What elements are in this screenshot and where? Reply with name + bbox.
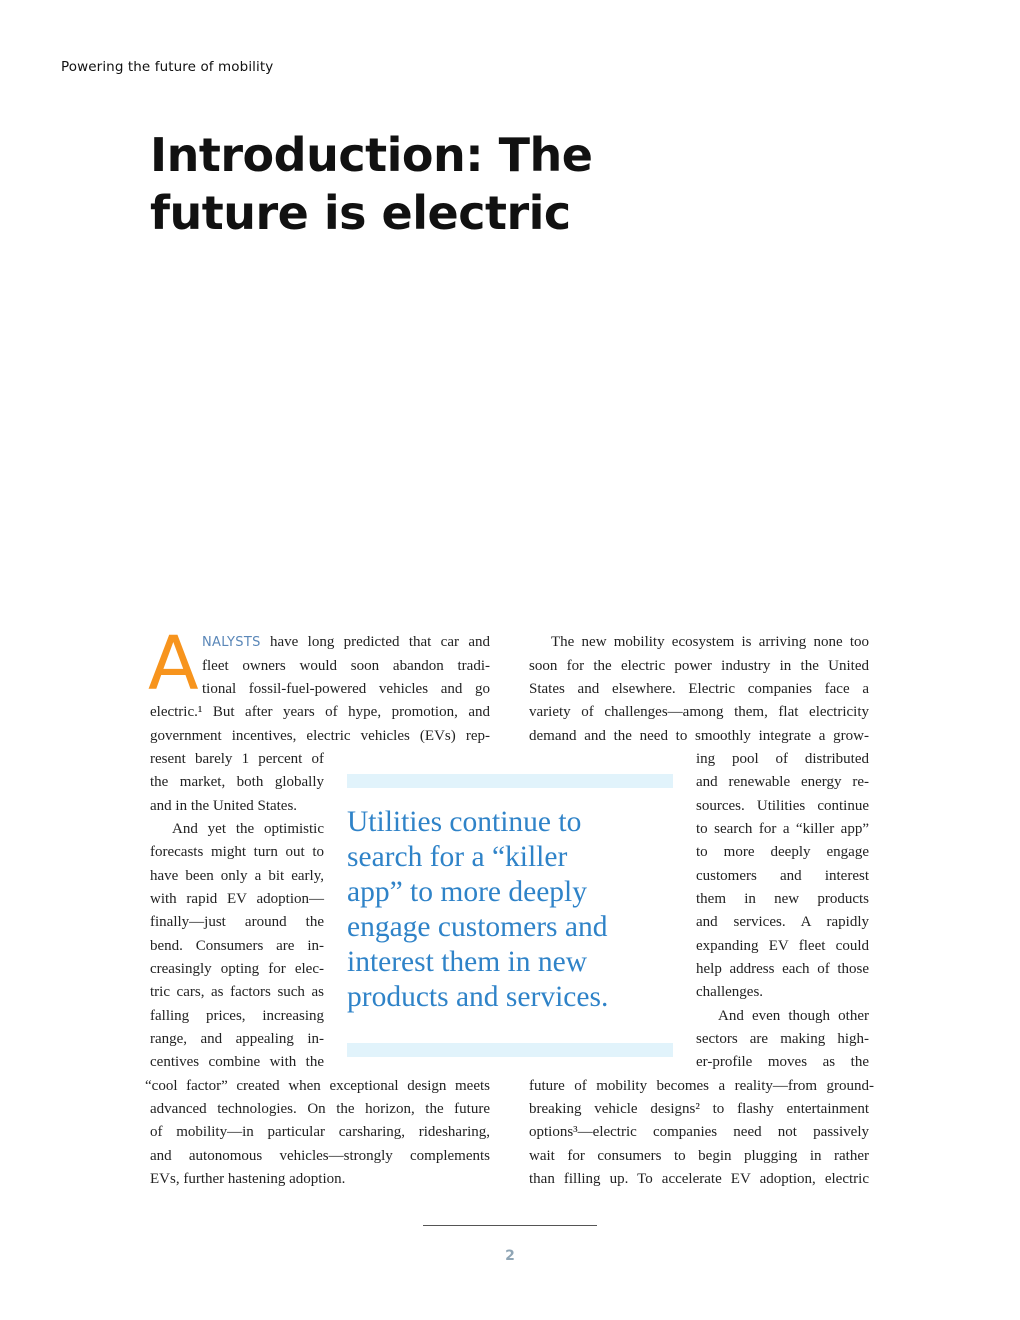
- body-line: advanced technologies. On the horizon, the future: [150, 1101, 490, 1117]
- body-line: States and elsewhere. Electric companies face a: [529, 681, 869, 697]
- pull-quote-line: search for a “killer: [347, 841, 568, 873]
- body-line: “cool factor” created when exceptional design meets: [145, 1078, 490, 1094]
- body-line: electric.¹ But after years of hype, promotion, and: [150, 704, 490, 720]
- page-title: [150, 126, 620, 242]
- body-line: challenges.: [696, 984, 764, 1000]
- body-line: government incentives, electric vehicles (EVs) rep-: [150, 728, 490, 744]
- body-line: [202, 631, 490, 654]
- body-line: tric cars, as factors such as: [150, 984, 324, 1000]
- body-line: than filling up. To accelerate EV adoption, electric: [529, 1171, 869, 1187]
- body-line: to more deeply engage: [696, 844, 869, 860]
- body-line: the market, both globally: [150, 774, 324, 790]
- body-line: forecasts might turn out to: [150, 844, 324, 860]
- body-line: to search for a “killer app”: [696, 821, 869, 837]
- body-line: And even though other: [718, 1008, 869, 1024]
- page-number: 2: [505, 1248, 515, 1264]
- body-line: resent barely 1 percent of: [150, 751, 324, 767]
- body-line: wait for consumers to begin plugging in rather: [529, 1148, 869, 1164]
- body-line: future of mobility becomes a reality—from ground-: [529, 1078, 874, 1094]
- body-line: have been only a bit early,: [150, 868, 324, 884]
- body-line: and renewable energy re-: [696, 774, 869, 790]
- body-line: falling prices, increasing: [150, 1008, 324, 1024]
- body-line: tional fossil-fuel-powered vehicles and go: [202, 681, 490, 697]
- body-line: fleet owners would soon abandon tradi-: [202, 658, 490, 674]
- body-line: options³—electric companies need not passively: [529, 1124, 869, 1140]
- body-line: finally—just around the: [150, 914, 324, 930]
- title-line: future is electric: [150, 186, 571, 240]
- body-line: soon for the electric power industry in the United: [529, 658, 869, 674]
- pull-quote-band-top: [347, 774, 673, 788]
- body-line: with rapid EV adoption—: [150, 891, 324, 907]
- body-line-text: have long predicted that car and: [260, 634, 490, 650]
- body-line: bend. Consumers are in-: [150, 938, 324, 954]
- drop-cap: A: [148, 621, 199, 707]
- body-line: The new mobility ecosystem is arriving none too: [551, 634, 869, 650]
- pull-quote-line: engage customers and: [347, 911, 608, 943]
- footer-divider: [423, 1225, 597, 1226]
- body-line: and services. A rapidly: [696, 914, 869, 930]
- body-line: And yet the optimistic: [172, 821, 324, 837]
- body-line: variety of challenges—among them, flat electricity: [529, 704, 869, 720]
- title-line: Introduction: The: [150, 128, 593, 182]
- body-line: centives combine with the: [150, 1054, 324, 1070]
- pull-quote-line: Utilities continue to: [347, 806, 582, 838]
- body-line: breaking vehicle designs² to flashy entertainment: [529, 1101, 869, 1117]
- pull-quote-line: interest them in new: [347, 946, 588, 978]
- pull-quote-line: products and services.: [347, 981, 609, 1013]
- body-line: EVs, further hastening adoption.: [150, 1171, 346, 1187]
- body-line: demand and the need to smoothly integrate a grow-: [529, 728, 869, 744]
- body-line: customers and interest: [696, 868, 869, 884]
- body-line: creasingly opting for elec-: [150, 961, 324, 977]
- body-line: help address each of those: [696, 961, 869, 977]
- body-line: expanding EV fleet could: [696, 938, 869, 954]
- body-line: sources. Utilities continue: [696, 798, 869, 814]
- body-line: them in new products: [696, 891, 869, 907]
- pull-quote-band-bottom: [347, 1043, 673, 1057]
- body-line: of mobility—in particular carsharing, ridesharing,: [150, 1124, 490, 1140]
- running-header: Powering the future of mobility: [61, 59, 274, 75]
- body-line: range, and appealing in-: [150, 1031, 324, 1047]
- body-line: sectors are making high-: [696, 1031, 869, 1047]
- body-line: ing pool of distributed: [696, 751, 869, 767]
- small-caps-word: NALYSTS: [202, 635, 261, 650]
- body-line: er-profile moves as the: [696, 1054, 869, 1070]
- pull-quote-line: app” to more deeply: [347, 876, 588, 908]
- body-line: and autonomous vehicles—strongly complements: [150, 1148, 490, 1164]
- body-line: and in the United States.: [150, 798, 298, 814]
- pull-quote: [347, 805, 673, 1015]
